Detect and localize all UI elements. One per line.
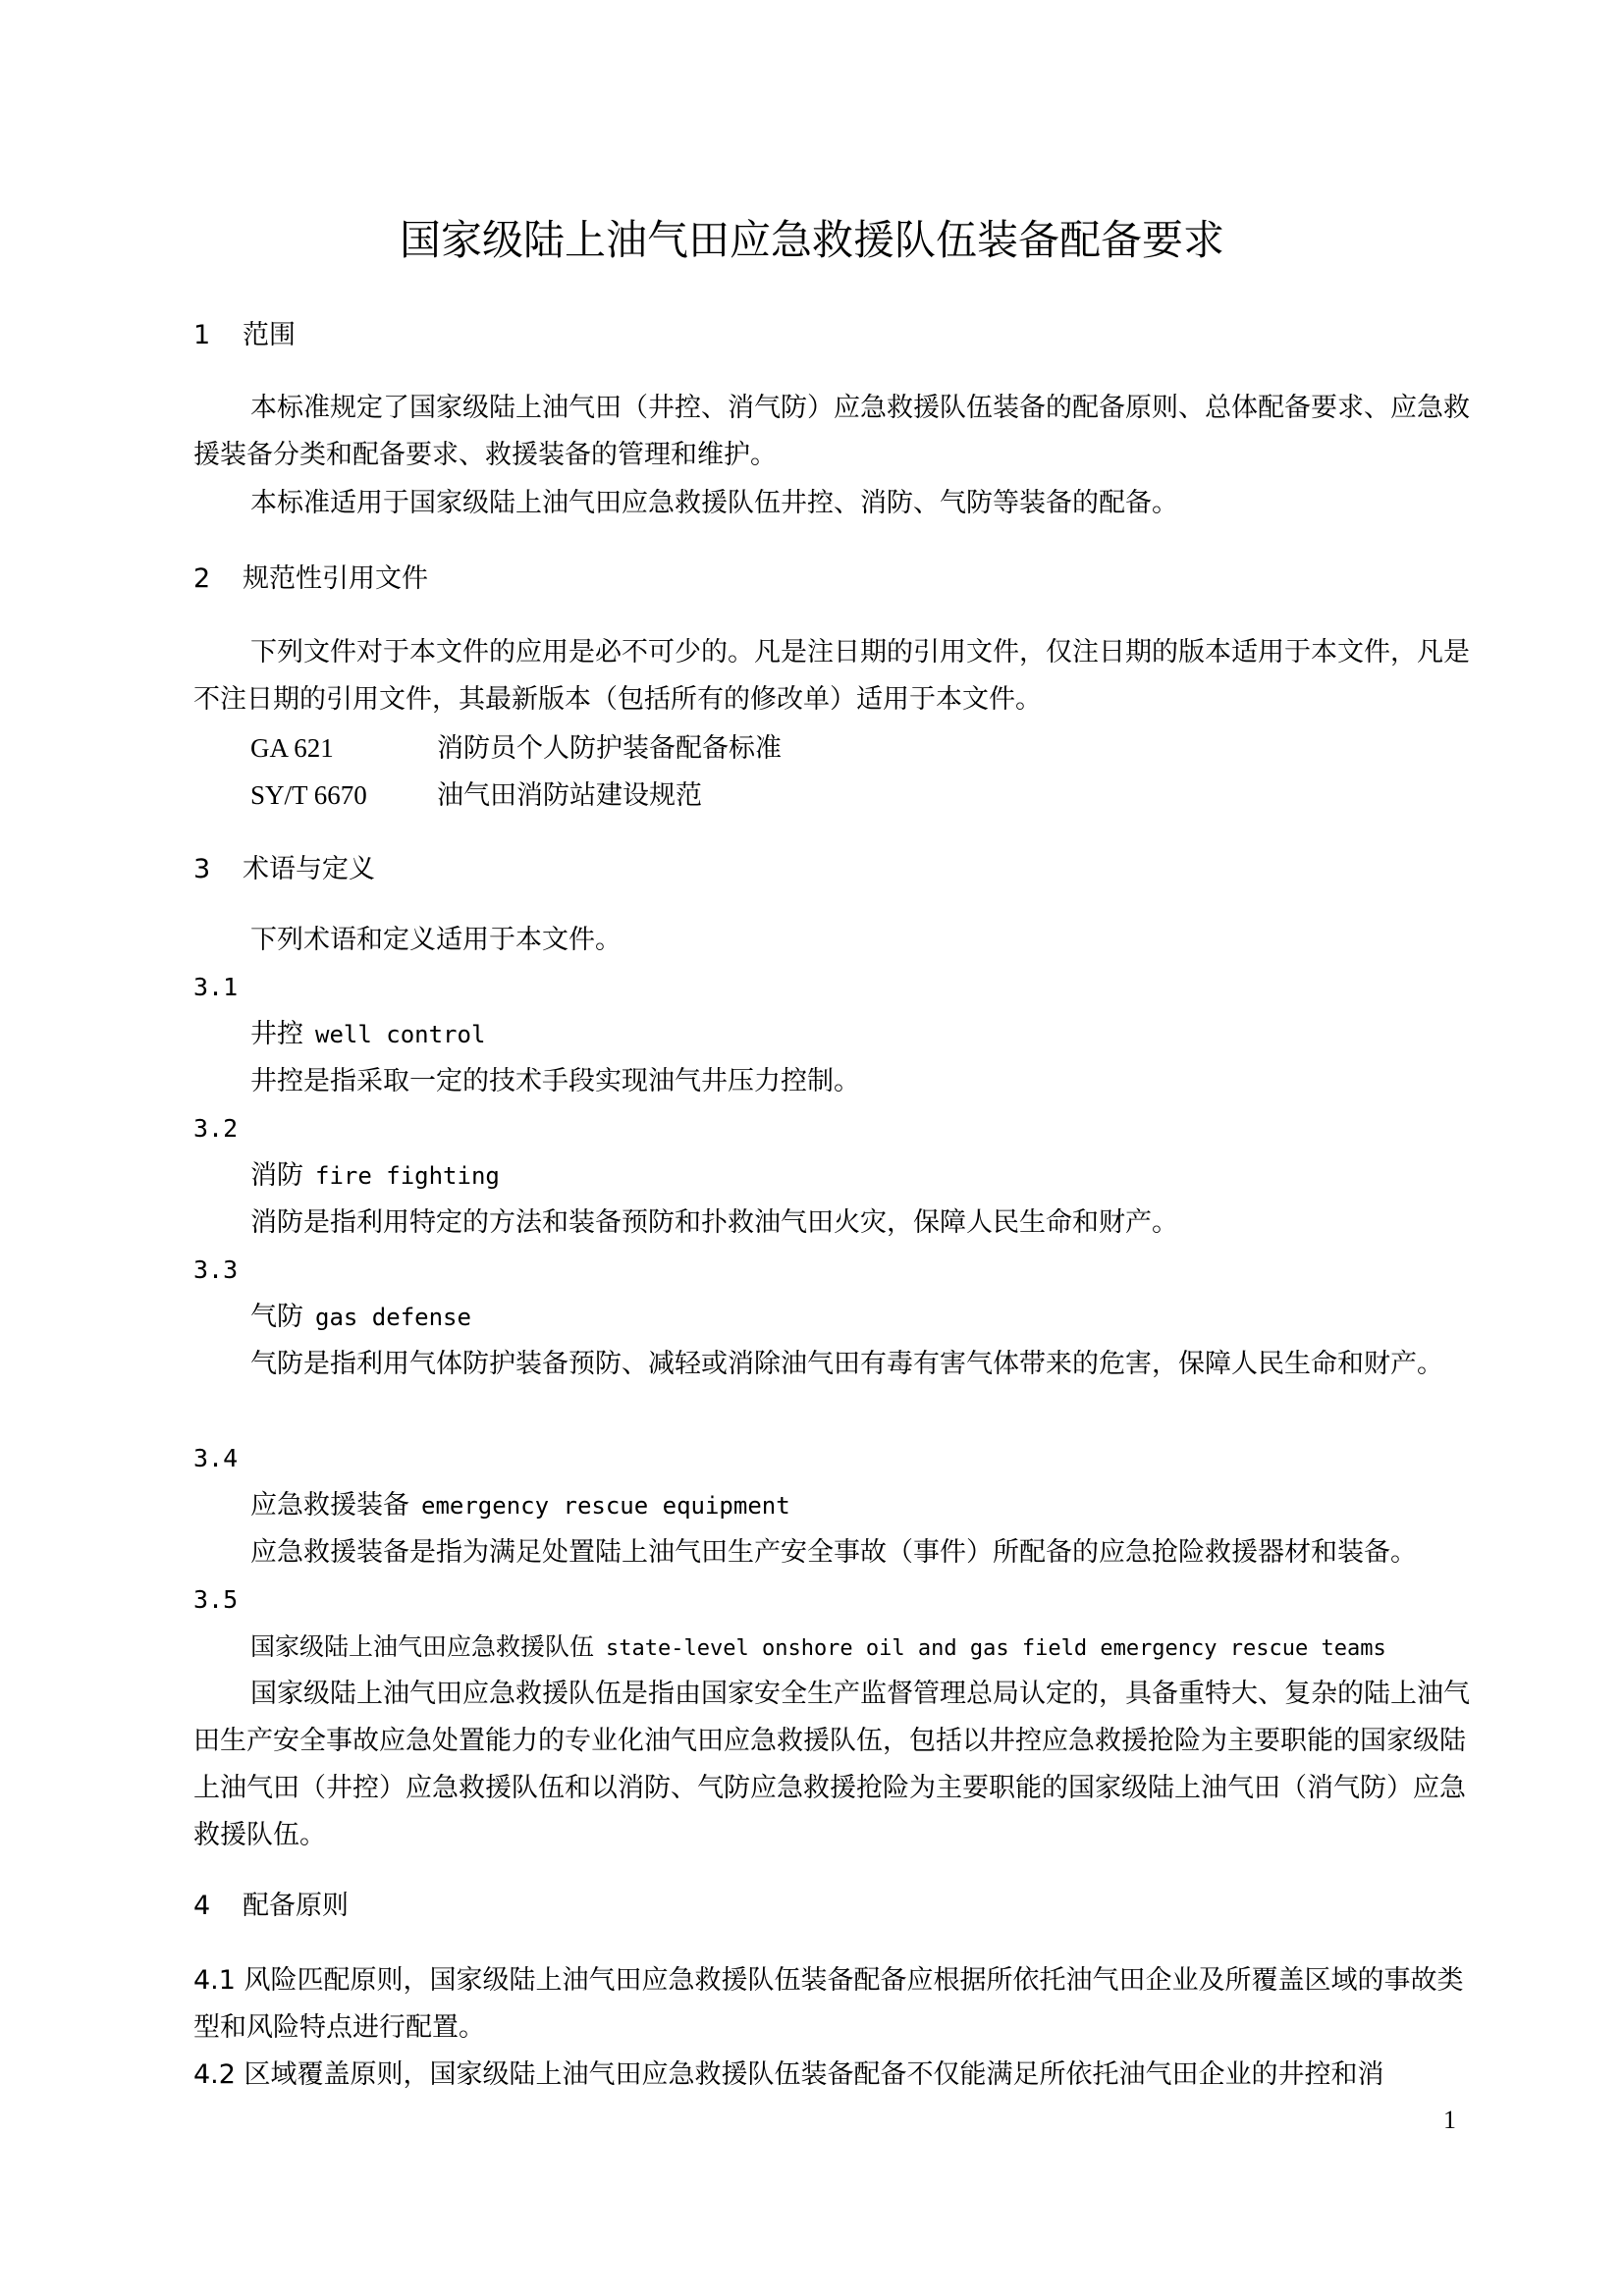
section-4-clause-1: 4.1 风险匹配原则，国家级陆上油气田应急救援队伍装备配备应根据所依托油气田企业及所覆盖区域的事故类型和风险特点进行配置。 xyxy=(193,1965,1464,2043)
term-en: gas defense xyxy=(315,1304,471,1331)
section-4-heading xyxy=(193,1887,349,1926)
term-heading xyxy=(250,1628,1386,1669)
section-title: 范围 xyxy=(243,320,296,350)
reference-name: 消防员个人防护装备配备标准 xyxy=(437,733,782,764)
term-zh: 井控 xyxy=(250,1019,303,1049)
term-definition: 井控是指采取一定的技术手段实现油气井压力控制。 xyxy=(250,1066,860,1096)
section-2-paragraph: 下列文件对于本文件的应用是必不可少的。凡是注日期的引用文件，仅注日期的版本适用于本文件，凡是不注日期的引用文件，其最新版本（包括所有的修改单）适用于本文件。 xyxy=(193,637,1470,715)
term-heading xyxy=(250,1486,790,1525)
term-zh: 应急救援装备 xyxy=(250,1490,409,1521)
term-number: 3.5 xyxy=(193,1585,239,1614)
term-en: state-level onshore oil and gas field emergency rescue teams xyxy=(606,1636,1386,1661)
term-heading xyxy=(250,1298,471,1337)
section-3-heading xyxy=(193,850,375,889)
term-heading xyxy=(250,1015,485,1054)
term-number: 3.3 xyxy=(193,1255,239,1284)
term-heading xyxy=(250,1156,500,1196)
term-definition: 气防是指利用气体防护装备预防、减轻或消除油气田有毒有害气体带来的危害，保障人民生命和财产。 xyxy=(250,1349,1443,1379)
term-en: well control xyxy=(315,1021,486,1048)
term-zh: 国家级陆上油气田应急救援队伍 xyxy=(250,1632,595,1661)
section-title: 配备原则 xyxy=(243,1891,349,1921)
section-4-clause-2: 4.2 区域覆盖原则，国家级陆上油气田应急救援队伍装备配备不仅能满足所依托油气田企业的井控和消 xyxy=(193,2059,1384,2090)
section-1-paragraph-2: 本标准适用于国家级陆上油气田应急救援队伍井控、消防、气防等装备的配备。 xyxy=(250,488,1178,518)
term-number: 3.2 xyxy=(193,1114,239,1143)
term-definition: 国家级陆上油气田应急救援队伍是指由国家安全生产监督管理总局认定的，具备重特大、复杂的陆上油气田生产安全事故应急处置能力的专业化油气田应急救援队伍，包括以井控应急救援抢险为主要职能的国家级陆上油气田（井控）应急救援队伍和以消防、气防应急救援抢险为主要职能的国家级陆上油气田（消气防）应急救援队伍。 xyxy=(193,1679,1470,1850)
section-1-paragraph-1: 本标准规定了国家级陆上油气田（井控、消气防）应急救援队伍装备的配备原则、总体配备要求、应急救援装备分类和配备要求、救援装备的管理和维护。 xyxy=(193,393,1470,470)
term-number: 3.1 xyxy=(193,973,239,1001)
term-zh: 消防 xyxy=(250,1160,303,1191)
term-number: 3.4 xyxy=(193,1444,239,1472)
term-en: emergency rescue equipment xyxy=(421,1492,790,1520)
section-number: 4 xyxy=(193,1891,211,1921)
reference-name: 油气田消防站建设规范 xyxy=(437,780,702,811)
reference-code: GA 621 xyxy=(250,733,334,763)
section-title: 术语与定义 xyxy=(243,854,375,884)
term-definition: 应急救援装备是指为满足处置陆上油气田生产安全事故（事件）所配备的应急抢险救援器材和装备。 xyxy=(250,1537,1417,1568)
section-number: 3 xyxy=(193,854,211,884)
section-number: 2 xyxy=(193,563,211,594)
term-zh: 气防 xyxy=(250,1302,303,1332)
page-number: 1 xyxy=(1443,2106,1456,2134)
section-2-heading xyxy=(193,560,428,599)
section-1-heading xyxy=(193,316,296,355)
term-definition: 消防是指利用特定的方法和装备预防和扑救油气田火灾，保障人民生命和财产。 xyxy=(250,1207,1178,1238)
term-en: fire fighting xyxy=(315,1162,500,1190)
document-title: 国家级陆上油气田应急救援队伍装备配备要求 xyxy=(399,216,1224,264)
reference-code: SY/T 6670 xyxy=(250,780,367,810)
section-3-intro: 下列术语和定义适用于本文件。 xyxy=(250,925,622,955)
section-number: 1 xyxy=(193,320,211,350)
section-title: 规范性引用文件 xyxy=(243,563,428,594)
reference-item xyxy=(250,775,702,816)
reference-item xyxy=(250,728,782,769)
